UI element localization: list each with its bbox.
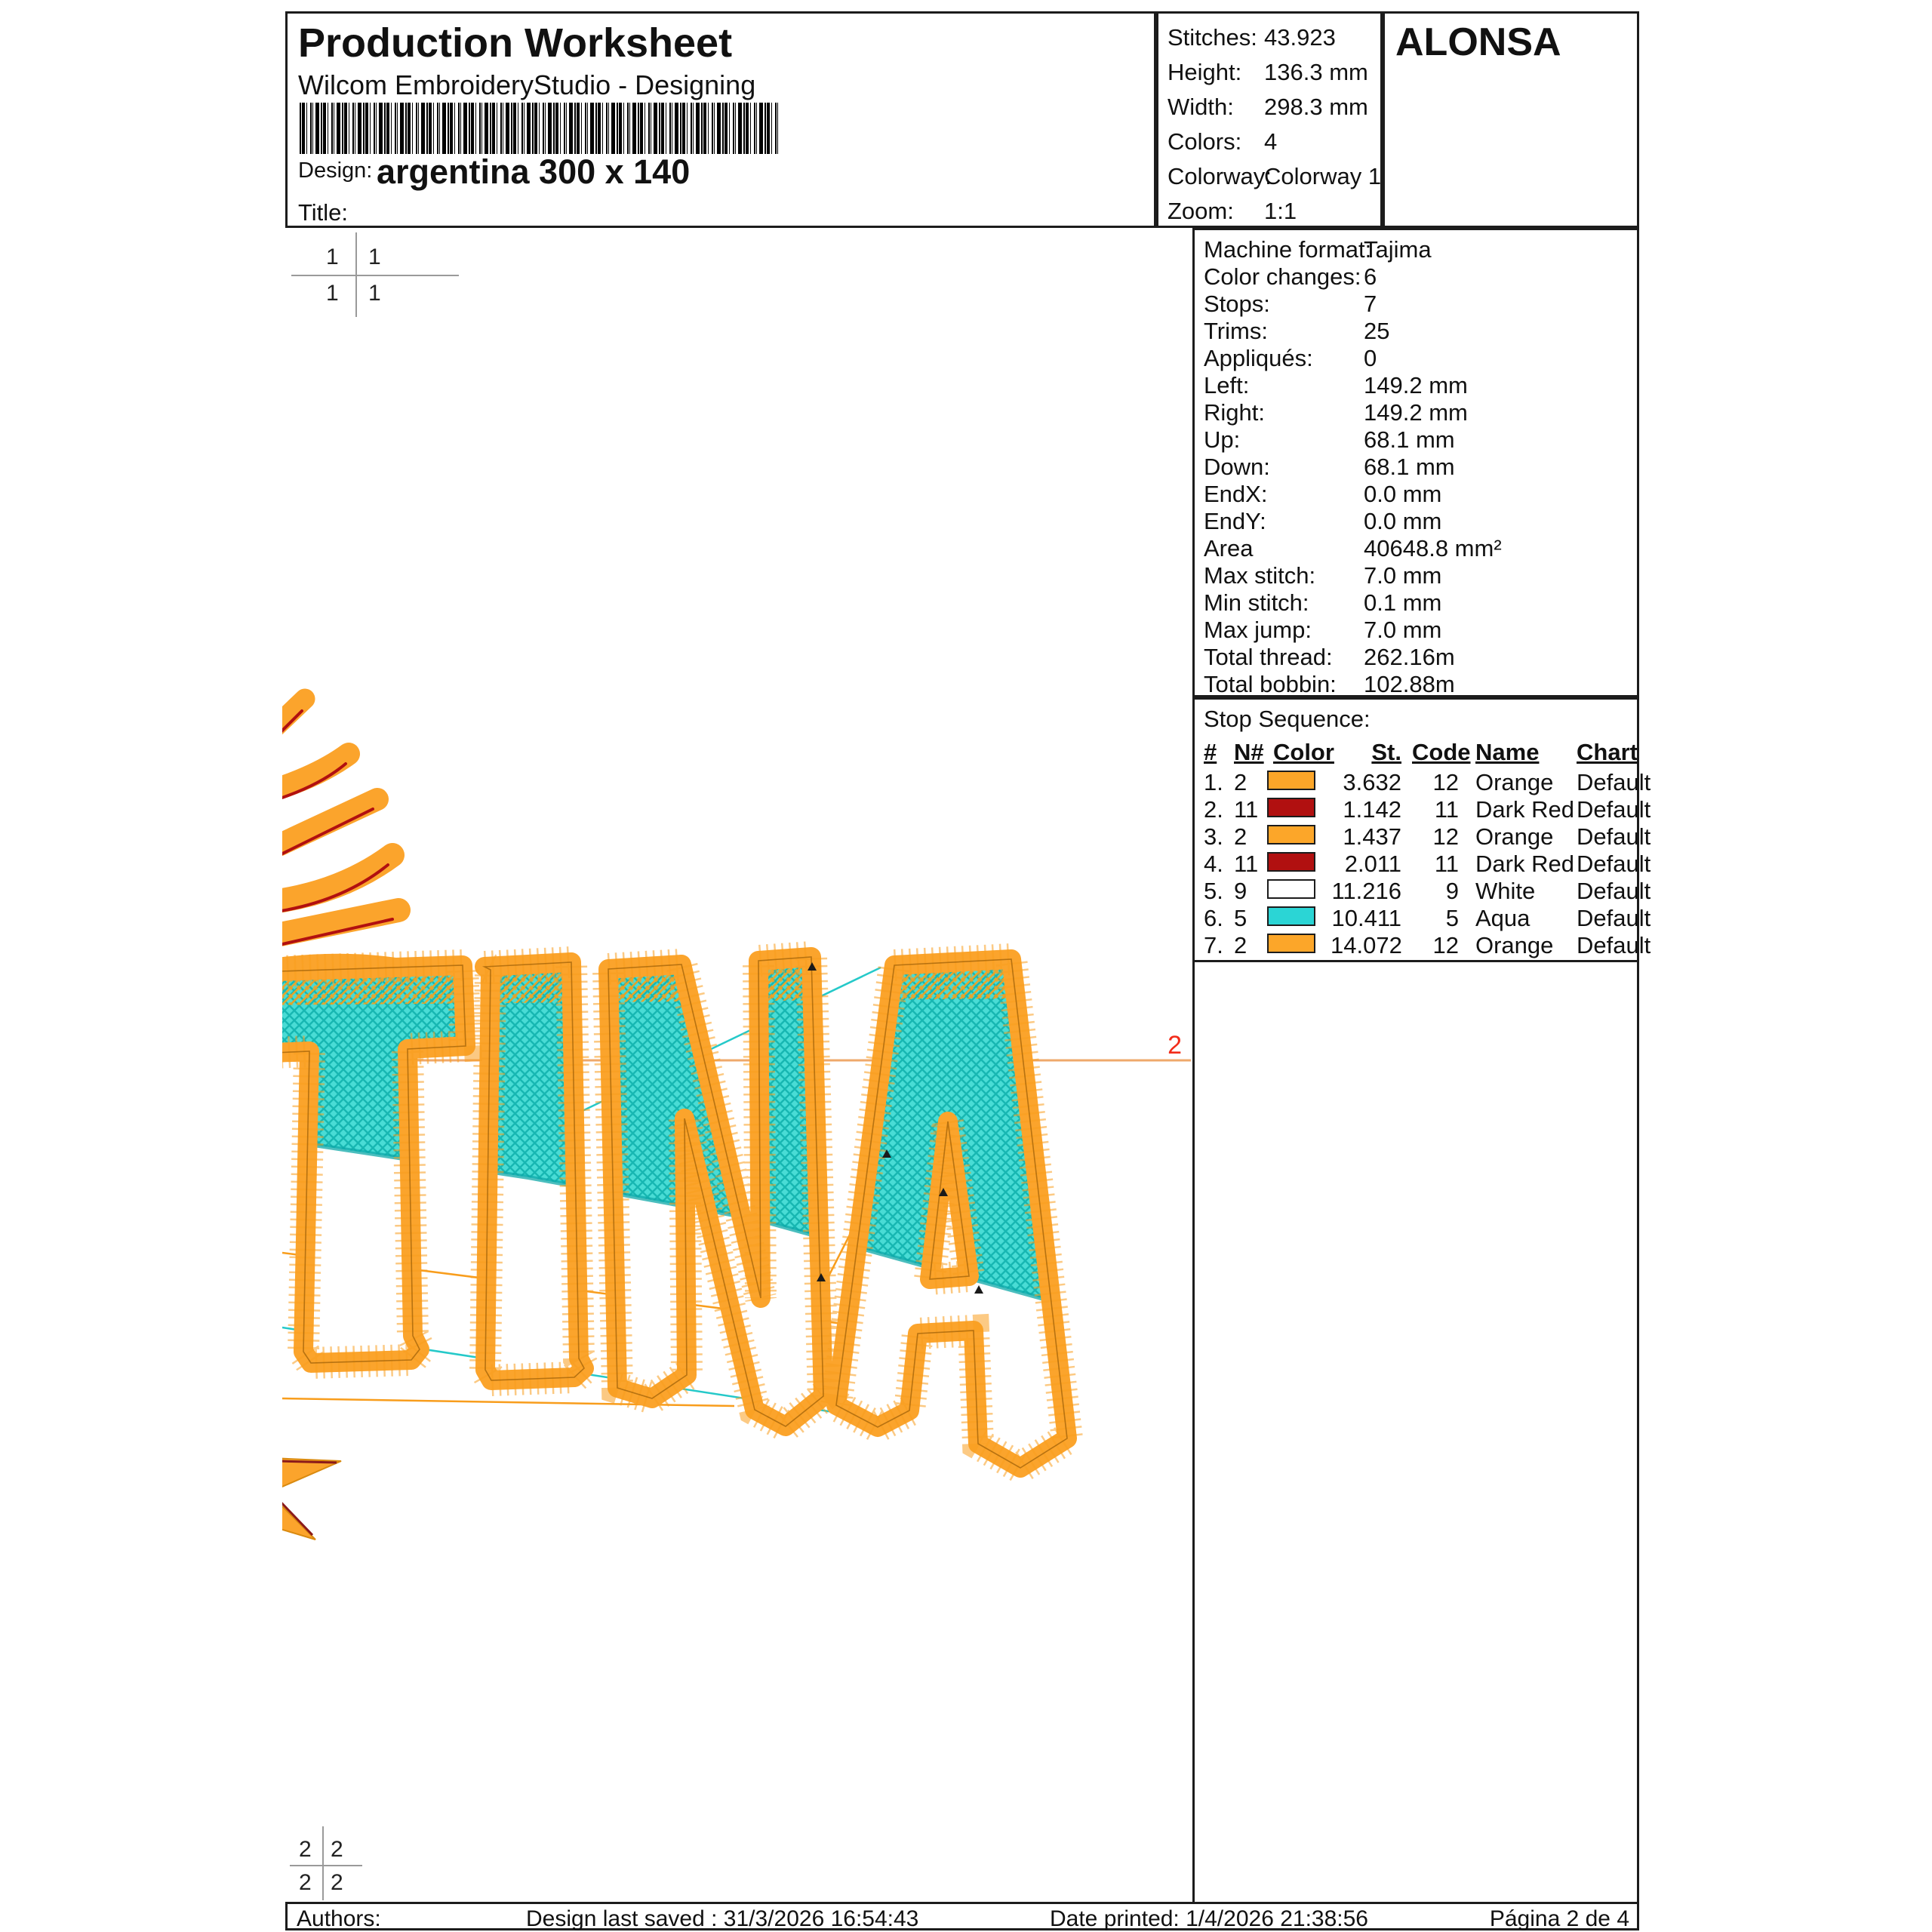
color-swatch bbox=[1267, 825, 1315, 844]
date-printed: Date printed: 1/4/2026 21:38:56 bbox=[1050, 1906, 1368, 1931]
machine-info-panel bbox=[1192, 228, 1639, 697]
stop-code: 11 bbox=[1434, 796, 1459, 823]
stop-color-name: Dark Red bbox=[1475, 851, 1574, 877]
color-swatch bbox=[1267, 906, 1315, 926]
info-label: Color changes: bbox=[1204, 263, 1361, 290]
design-barcode bbox=[300, 103, 780, 154]
stop-needle: 5 bbox=[1234, 905, 1247, 931]
right-column-spacer bbox=[1192, 962, 1639, 1902]
info-label: Area bbox=[1204, 535, 1254, 561]
col-header-chart: Chart bbox=[1577, 739, 1638, 765]
stop-chart: Default bbox=[1577, 851, 1651, 877]
stop-stitches: 10.411 bbox=[1331, 905, 1401, 931]
footer-bar bbox=[285, 1902, 1639, 1930]
stop-color-name: Orange bbox=[1475, 932, 1554, 958]
stop-stitches: 2.011 bbox=[1344, 851, 1401, 877]
info-label: EndX: bbox=[1204, 481, 1268, 507]
info-label: Total thread: bbox=[1204, 644, 1333, 670]
stop-idx: 3. bbox=[1204, 823, 1223, 850]
stop-needle: 11 bbox=[1234, 851, 1259, 877]
col-header-num: # bbox=[1204, 739, 1217, 765]
stop-idx: 7. bbox=[1204, 932, 1223, 958]
stop-needle: 2 bbox=[1234, 932, 1247, 958]
stop-idx: 1. bbox=[1204, 769, 1223, 795]
stop-stitches: 1.142 bbox=[1343, 796, 1401, 823]
reg-num: 1 bbox=[368, 281, 381, 306]
summary-label: Stitches: bbox=[1168, 24, 1257, 51]
stop-chart: Default bbox=[1577, 878, 1651, 904]
info-value: 102.88m bbox=[1364, 671, 1455, 697]
stop-idx: 5. bbox=[1204, 878, 1223, 904]
stop-needle: 2 bbox=[1234, 823, 1247, 850]
col-header-st: St. bbox=[1371, 739, 1401, 765]
info-label: Max stitch: bbox=[1204, 562, 1316, 589]
color-swatch bbox=[1267, 879, 1315, 899]
info-value: 7 bbox=[1364, 291, 1377, 317]
info-value: 7.0 mm bbox=[1364, 617, 1442, 643]
stop-needle: 9 bbox=[1234, 878, 1247, 904]
summary-label: Colorway: bbox=[1168, 163, 1272, 189]
stop-stitches: 11.216 bbox=[1331, 878, 1401, 904]
stop-needle: 2 bbox=[1234, 769, 1247, 795]
info-value: 149.2 mm bbox=[1364, 372, 1468, 398]
reg-num: 1 bbox=[368, 245, 381, 269]
info-value: 0.1 mm bbox=[1364, 589, 1442, 616]
authors-label: Authors: bbox=[297, 1906, 381, 1931]
info-value: 0 bbox=[1364, 345, 1377, 371]
col-header-color: Color bbox=[1273, 739, 1334, 765]
info-value: 68.1 mm bbox=[1364, 454, 1455, 480]
summary-label: Width: bbox=[1168, 94, 1234, 120]
color-swatch bbox=[1267, 852, 1315, 872]
stop-idx: 2. bbox=[1204, 796, 1223, 823]
reg-num: 2 bbox=[299, 1837, 312, 1862]
summary-value: 1:1 bbox=[1264, 198, 1297, 224]
reg-num: 2 bbox=[331, 1837, 343, 1862]
color-swatch bbox=[1267, 798, 1315, 817]
stop-chart: Default bbox=[1577, 823, 1651, 850]
stop-color-name: Orange bbox=[1475, 769, 1554, 795]
stop-stitches: 3.632 bbox=[1343, 769, 1401, 795]
info-label: Left: bbox=[1204, 372, 1250, 398]
reg-num: 1 bbox=[326, 281, 339, 306]
title-label: Title: bbox=[298, 199, 349, 226]
reg-num: 2 bbox=[299, 1870, 312, 1895]
summary-label: Height: bbox=[1168, 59, 1242, 85]
stop-code: 12 bbox=[1432, 769, 1459, 795]
info-value: 40648.8 mm² bbox=[1364, 535, 1502, 561]
stop-idx: 4. bbox=[1204, 851, 1223, 877]
summary-value: 298.3 mm bbox=[1264, 94, 1368, 120]
info-label: Right: bbox=[1204, 399, 1265, 426]
stop-code: 9 bbox=[1445, 878, 1459, 904]
info-label: Down: bbox=[1204, 454, 1270, 480]
sun-rays bbox=[266, 699, 427, 980]
stop-color-name: Dark Red bbox=[1475, 796, 1574, 823]
stop-stitches: 1.437 bbox=[1343, 823, 1401, 850]
page-number: Página 2 de 4 bbox=[1489, 1906, 1629, 1931]
info-label: Total bobbin: bbox=[1204, 671, 1337, 697]
summary-value: Colorway 1 bbox=[1264, 163, 1382, 189]
summary-value: 43.923 bbox=[1264, 24, 1336, 51]
col-header-name: Name bbox=[1475, 739, 1540, 765]
info-value: 25 bbox=[1364, 318, 1390, 344]
summary-value: 136.3 mm bbox=[1264, 59, 1368, 85]
stop-needle: 11 bbox=[1234, 796, 1259, 823]
info-value: Tajima bbox=[1364, 236, 1432, 263]
stop-chart: Default bbox=[1577, 905, 1651, 931]
summary-box bbox=[1156, 11, 1383, 228]
summary-value: 4 bbox=[1264, 128, 1278, 155]
info-label: Up: bbox=[1204, 426, 1241, 453]
reg-num: 2 bbox=[331, 1870, 343, 1895]
stop-chart: Default bbox=[1577, 796, 1651, 823]
info-value: 262.16m bbox=[1364, 644, 1455, 670]
header-box bbox=[285, 11, 1156, 228]
brand-box bbox=[1383, 11, 1639, 228]
info-label: Min stitch: bbox=[1204, 589, 1309, 616]
stop-chart: Default bbox=[1577, 932, 1651, 958]
info-value: 6 bbox=[1364, 263, 1377, 290]
design-last-saved: Design last saved : 31/3/2026 16:54:43 bbox=[526, 1906, 919, 1931]
info-label: Max jump: bbox=[1204, 617, 1312, 643]
stop-code: 5 bbox=[1445, 905, 1459, 931]
brand-name: ALONSA bbox=[1395, 20, 1561, 64]
summary-label: Colors: bbox=[1168, 128, 1242, 155]
info-value: 68.1 mm bbox=[1364, 426, 1455, 453]
info-label: Machine format: bbox=[1204, 236, 1372, 263]
stop-code: 12 bbox=[1432, 932, 1459, 958]
col-header-code: Code bbox=[1412, 739, 1471, 765]
info-label: Stops: bbox=[1204, 291, 1270, 317]
app-subtitle: Wilcom EmbroideryStudio - Designing bbox=[298, 69, 756, 100]
star-fragment bbox=[270, 1458, 341, 1540]
info-label: EndY: bbox=[1204, 508, 1266, 534]
stop-code: 11 bbox=[1434, 851, 1459, 877]
info-value: 0.0 mm bbox=[1364, 481, 1442, 507]
design-name: argentina 300 x 140 bbox=[377, 152, 691, 191]
stop-color-name: Aqua bbox=[1475, 905, 1531, 931]
color-swatch bbox=[1267, 771, 1315, 790]
info-label: Appliqués: bbox=[1204, 345, 1313, 371]
page-title: Production Worksheet bbox=[298, 20, 733, 66]
stop-sequence-panel bbox=[1192, 697, 1651, 962]
stop-code: 12 bbox=[1432, 823, 1459, 850]
stop-idx: 6. bbox=[1204, 905, 1223, 931]
info-value: 0.0 mm bbox=[1364, 508, 1442, 534]
reg-num: 1 bbox=[326, 245, 339, 269]
color-swatch bbox=[1267, 934, 1315, 953]
col-header-n: N# bbox=[1234, 739, 1264, 765]
info-value: 7.0 mm bbox=[1364, 562, 1442, 589]
stop-stitches: 14.072 bbox=[1331, 932, 1402, 958]
stop-sequence-title: Stop Sequence: bbox=[1204, 706, 1371, 732]
info-value: 149.2 mm bbox=[1364, 399, 1468, 426]
summary-label: Zoom: bbox=[1168, 198, 1234, 224]
stop-marker-label: 2 bbox=[1168, 1031, 1182, 1060]
info-label: Trims: bbox=[1204, 318, 1268, 344]
design-label: Design: bbox=[298, 158, 373, 183]
stop-chart: Default bbox=[1577, 769, 1651, 795]
stop-color-name: White bbox=[1475, 878, 1536, 904]
stop-color-name: Orange bbox=[1475, 823, 1554, 850]
